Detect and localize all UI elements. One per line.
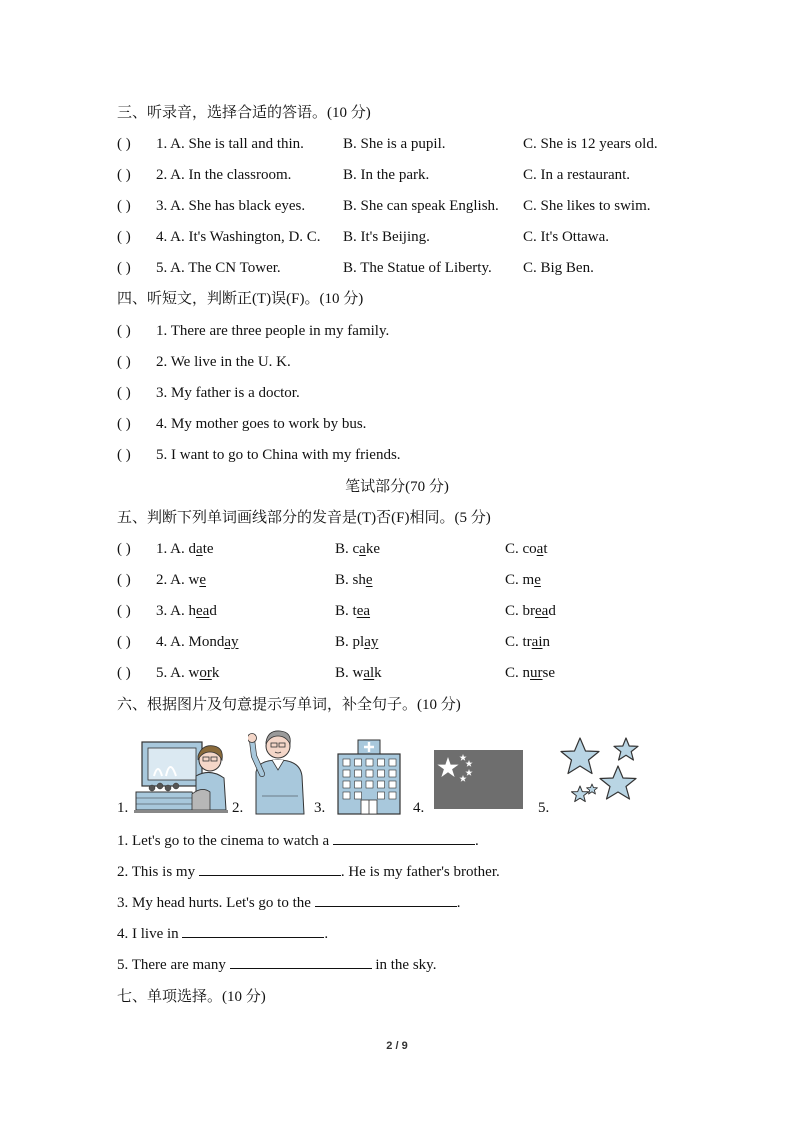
word-b (335, 662, 382, 684)
word-b-start: B. pl (335, 634, 365, 650)
cinema-viewer-icon (132, 736, 228, 818)
answer-blank[interactable]: ( ) (117, 385, 131, 401)
word-b (335, 538, 380, 560)
answer-line[interactable] (182, 923, 324, 938)
word-b-end: ke (365, 541, 381, 557)
option-b: B. She is a pupil. (343, 136, 446, 152)
answer-blank[interactable]: ( ) (117, 260, 131, 276)
sentence-start: 3. My head hurts. Let's go to the (117, 895, 315, 911)
option-b: B. It's Beijing. (343, 229, 430, 245)
word-b (335, 600, 370, 622)
option-b: B. She can speak English. (343, 198, 499, 214)
picture-label-3: 3. (314, 800, 326, 816)
option-b: B. The Statue of Liberty. (343, 260, 492, 276)
word-c-underlined: e (534, 572, 541, 588)
word-a-start: 4. A. Mond (156, 634, 225, 650)
word-b-underlined: ay (364, 634, 379, 650)
hospital-window (355, 781, 362, 788)
hospital-window (355, 770, 362, 777)
word-b-underlined: a (359, 541, 366, 557)
word-b-underlined: al (363, 665, 375, 681)
statement-text: 3. My father is a doctor. (156, 385, 300, 401)
answer-line[interactable] (333, 830, 475, 845)
sentence-start: 1. Let's go to the cinema to watch a (117, 833, 333, 849)
word-a-end: d (209, 603, 217, 619)
fill-in-sentence (117, 923, 328, 945)
word-a-end: te (202, 541, 214, 557)
option-a: 2. A. In the classroom. (156, 167, 292, 183)
statement-text: 5. I want to go to China with my friends. (156, 447, 401, 463)
option-a: 4. A. It's Washington, D. C. (156, 229, 321, 245)
sentence-start: 5. There are many (117, 957, 230, 973)
picture-label-2: 2. (232, 800, 244, 816)
word-c (505, 662, 555, 684)
word-c-underlined: ai (531, 634, 543, 650)
sentence-end: . He is my father's brother. (340, 864, 500, 880)
fill-in-sentence (117, 892, 460, 914)
statement-text: 4. My mother goes to work by bus. (156, 416, 367, 432)
word-c-start: C. m (505, 572, 535, 588)
word-a (156, 538, 214, 560)
option-c: C. She likes to swim. (523, 198, 651, 214)
hospital-window (355, 792, 362, 799)
word-a-start: 1. A. d (156, 541, 197, 557)
word-a-start: 3. A. h (156, 603, 197, 619)
answer-blank[interactable]: ( ) (117, 167, 131, 183)
hospital-window (355, 759, 362, 766)
answer-line[interactable] (199, 861, 341, 876)
option-c: C. In a restaurant. (523, 167, 631, 183)
hospital-window (389, 781, 396, 788)
word-b (335, 631, 378, 653)
word-b-start: B. w (335, 665, 364, 681)
statement-text: 2. We live in the U. K. (156, 354, 291, 370)
picture-label-1: 1. (117, 800, 129, 816)
answer-blank[interactable]: ( ) (117, 416, 131, 432)
written-part-title: 笔试部分(70 分) (345, 479, 449, 495)
section-4-title: 四、听短文，判断正(T)误(F)。(10 分) (117, 291, 364, 307)
answer-line[interactable] (315, 892, 457, 907)
hospital-window (343, 792, 350, 799)
sentence-start: 2. This is my (117, 864, 199, 880)
hospital-window (389, 792, 396, 799)
word-b-start: B. t (335, 603, 357, 619)
section-3-title: 三、听录音，选择合适的答语。(10 分) (117, 105, 371, 121)
hospital-window (378, 770, 385, 777)
uncle-waving-icon (248, 726, 314, 816)
word-c-underlined: ea (535, 603, 549, 619)
sentence-end: . (456, 895, 461, 911)
word-a-underlined: ay (224, 634, 239, 650)
answer-blank[interactable]: ( ) (117, 198, 131, 214)
word-a (156, 631, 239, 653)
answer-blank[interactable]: ( ) (117, 323, 131, 339)
word-a-start: 5. A. w (156, 665, 200, 681)
answer-blank[interactable]: ( ) (117, 572, 131, 588)
hospital-building-icon (334, 738, 404, 816)
answer-blank[interactable]: ( ) (117, 136, 131, 152)
word-a (156, 662, 219, 684)
hospital-window (378, 781, 385, 788)
hospital-window (366, 781, 373, 788)
page-number: 2 / 9 (386, 1040, 408, 1052)
answer-blank[interactable]: ( ) (117, 541, 131, 557)
answer-line[interactable] (230, 954, 372, 969)
hospital-window (389, 759, 396, 766)
answer-blank[interactable]: ( ) (117, 447, 131, 463)
section-6-title: 六、根据图片及句意提示写单词，补全句子。(10 分) (117, 697, 461, 713)
sentence-end: . (474, 833, 479, 849)
word-c-underlined: ur (530, 665, 543, 681)
word-c-end: se (542, 665, 556, 681)
word-a (156, 569, 206, 591)
word-a-end: k (211, 665, 220, 681)
word-a (156, 600, 217, 622)
option-c: C. Big Ben. (523, 260, 594, 276)
hospital-window (366, 759, 373, 766)
hospital-window (343, 759, 350, 766)
word-c (505, 600, 556, 622)
word-a-underlined: or (199, 665, 212, 681)
word-b-end: k (374, 665, 382, 681)
answer-blank[interactable]: ( ) (117, 634, 131, 650)
statement-text: 1. There are three people in my family. (156, 323, 390, 339)
china-flag-icon (434, 750, 523, 809)
word-a-underlined: ea (196, 603, 210, 619)
sentence-end: . (324, 926, 329, 942)
word-c (505, 569, 541, 591)
word-a-underlined: a (196, 541, 203, 557)
fill-in-sentence (117, 861, 500, 883)
answer-blank[interactable]: ( ) (117, 229, 131, 245)
sentence-end: in the sky. (371, 957, 437, 973)
word-c-start: C. br (505, 603, 535, 619)
option-a: 1. A. She is tall and thin. (156, 136, 304, 152)
hospital-window (343, 781, 350, 788)
option-c: C. It's Ottawa. (523, 229, 610, 245)
answer-blank[interactable]: ( ) (117, 354, 131, 370)
word-c-start: C. tr (505, 634, 532, 650)
word-b-underlined: e (365, 572, 373, 588)
hospital-window (378, 759, 385, 766)
option-b: B. In the park. (343, 167, 430, 183)
answer-blank[interactable]: ( ) (117, 603, 131, 619)
word-b-start: B. sh (335, 572, 366, 588)
hospital-window (378, 792, 385, 799)
word-c-end: d (548, 603, 556, 619)
word-a-underlined: e (199, 572, 207, 588)
picture-label-5: 5. (538, 800, 550, 816)
word-a-start: 2. A. w (156, 572, 200, 588)
hospital-window (343, 770, 350, 777)
answer-blank[interactable]: ( ) (117, 665, 131, 681)
word-c (505, 631, 550, 653)
word-b-start: B. c (335, 541, 360, 557)
option-a: 3. A. She has black eyes. (156, 198, 306, 214)
section-7-title: 七、单项选择。(10 分) (117, 989, 266, 1005)
word-c-start: C. n (505, 665, 531, 681)
word-c-end: n (542, 634, 550, 650)
hospital-window (366, 770, 373, 777)
option-c: C. She is 12 years old. (523, 136, 658, 152)
hospital-window (389, 770, 396, 777)
word-c-start: C. co (505, 541, 537, 557)
word-b-underlined: ea (356, 603, 371, 619)
stars-icon (556, 734, 648, 812)
fill-in-sentence (117, 830, 479, 852)
section-5-title: 五、判断下列单词画线部分的发音是(T)否(F)相同。(5 分) (117, 510, 491, 526)
picture-label-4: 4. (413, 800, 425, 816)
sentence-start: 4. I live in (117, 926, 183, 942)
fill-in-sentence (117, 954, 436, 976)
word-c-underlined: a (536, 541, 544, 557)
option-a: 5. A. The CN Tower. (156, 260, 281, 276)
word-b (335, 569, 373, 591)
word-c (505, 538, 548, 560)
word-c-end: t (543, 541, 548, 557)
